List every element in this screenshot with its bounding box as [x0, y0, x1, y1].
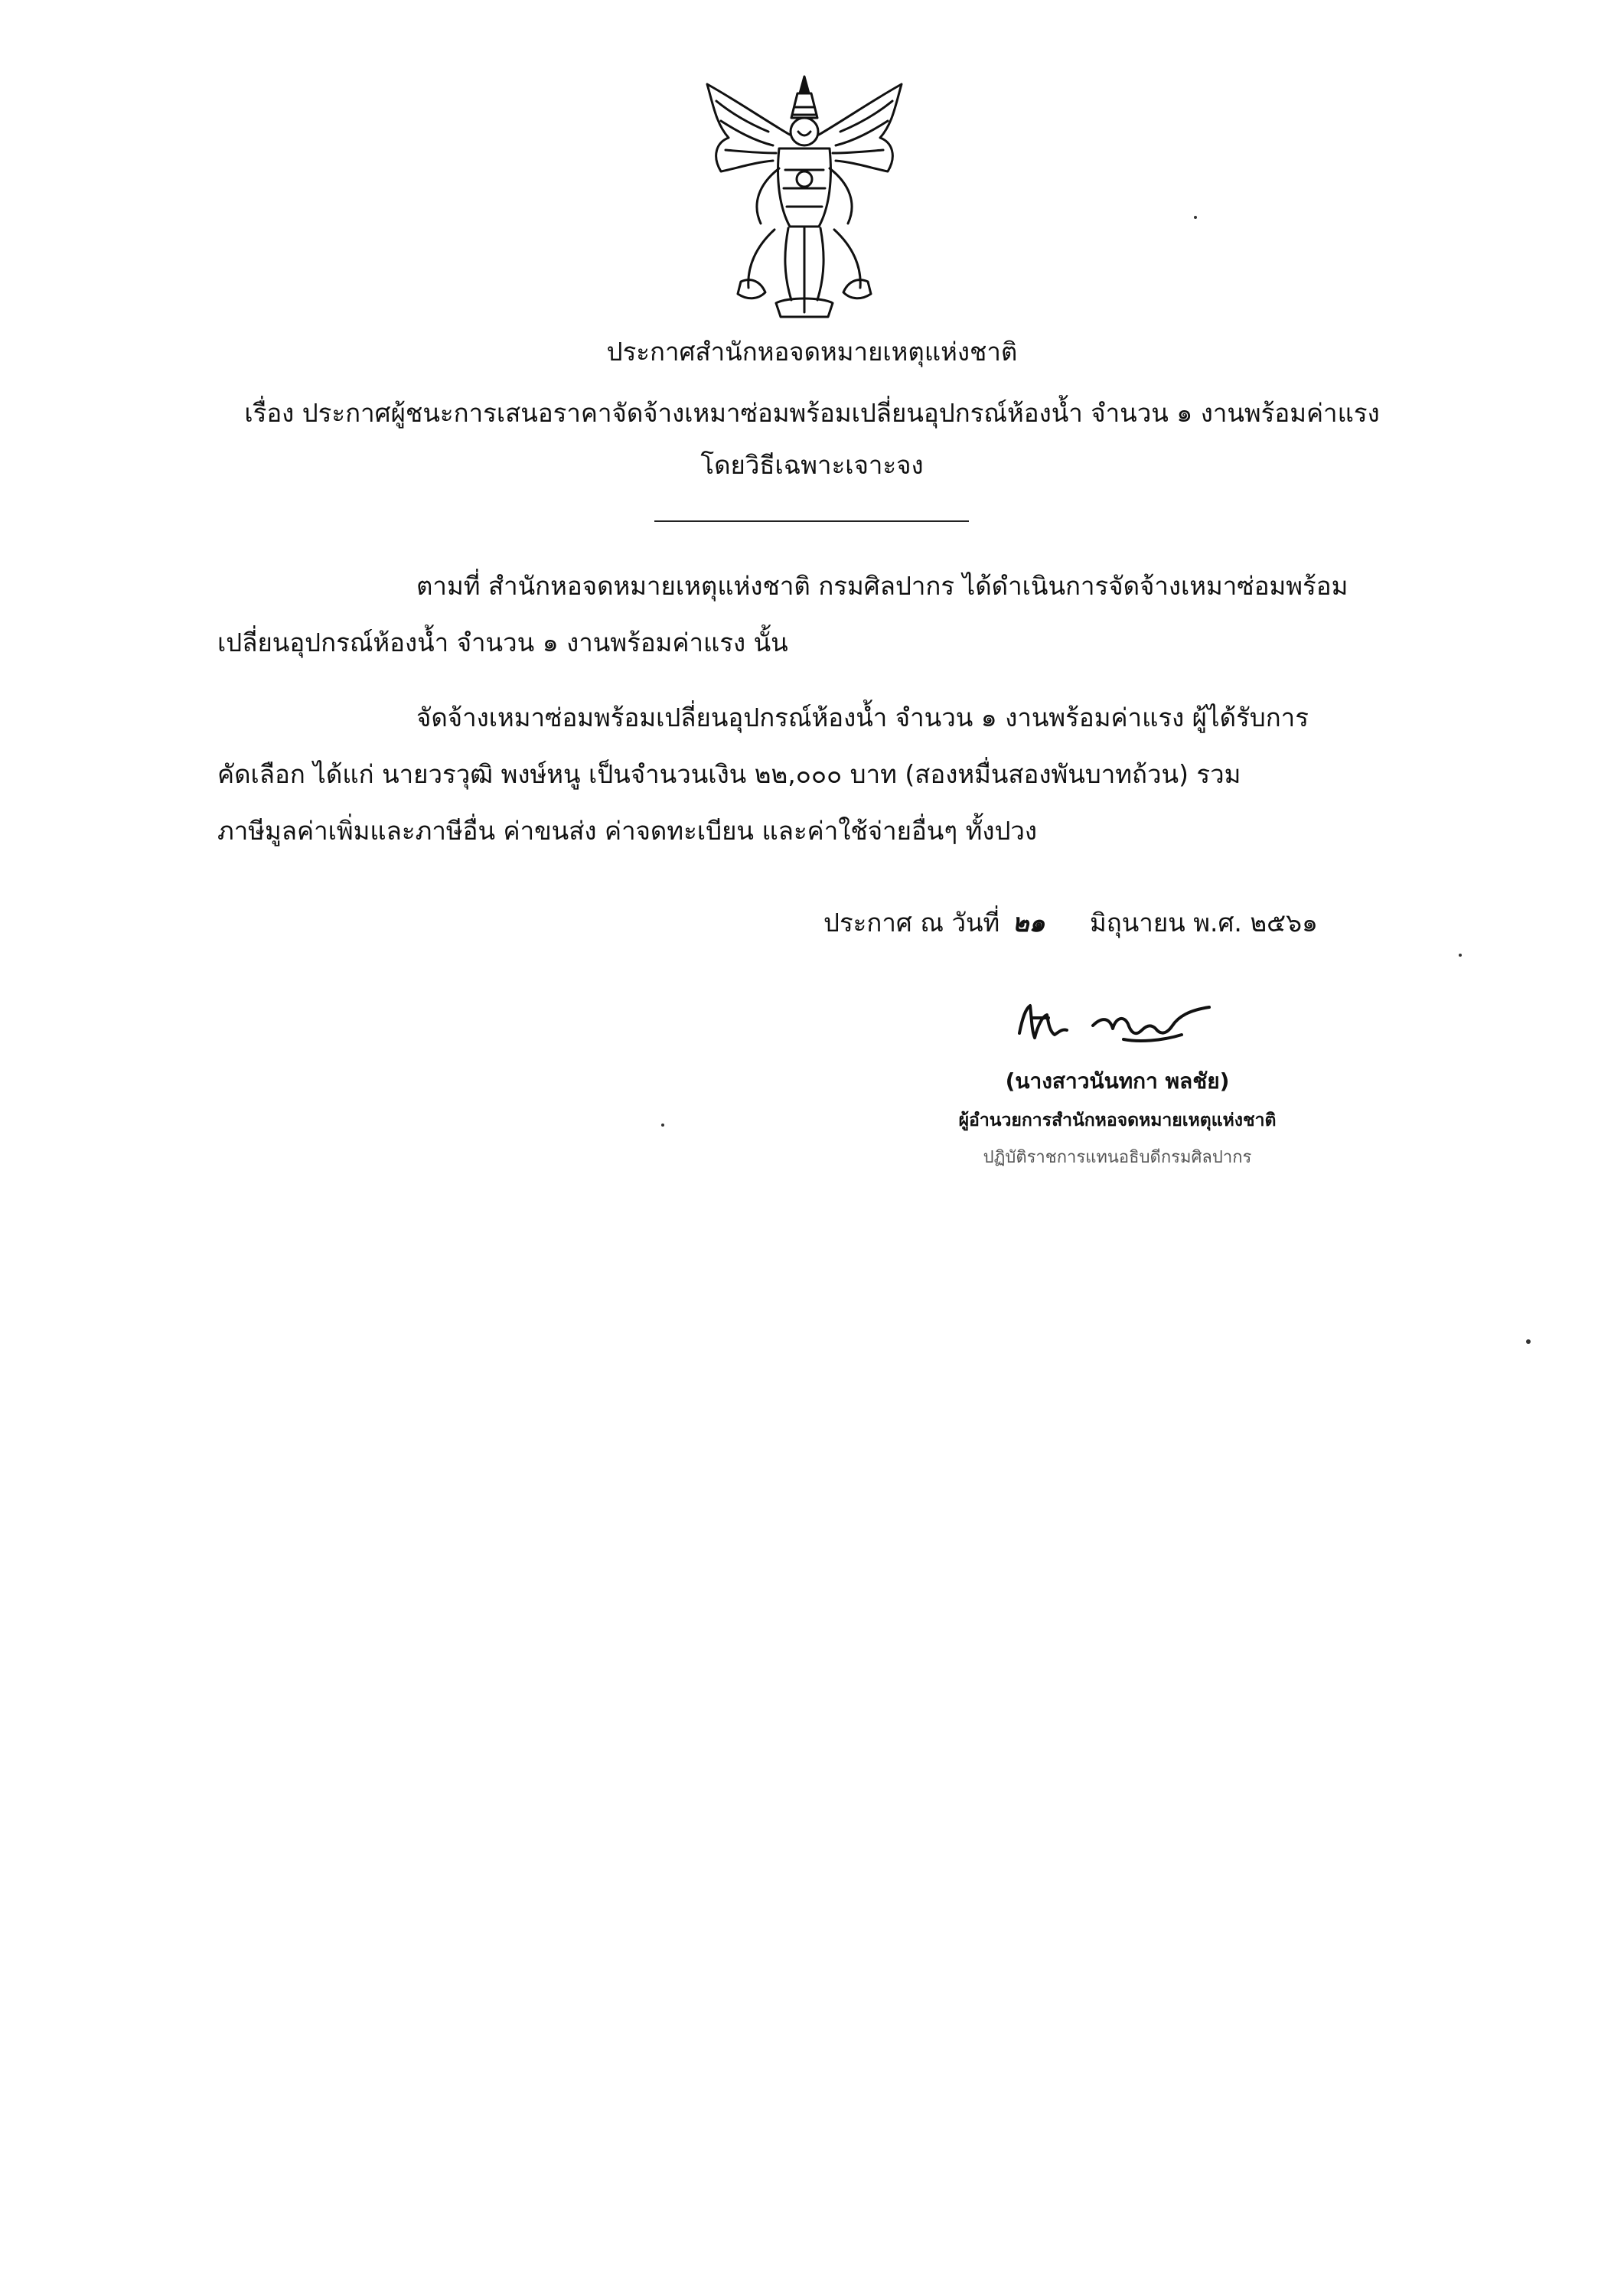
body-paragraph-1-line-1: ตามที่ สำนักหอจดหมายเหตุแห่งชาติ กรมศิลปากร ได้ดำเนินการจัดจ้างเหมาซ่อมพร้อม: [416, 571, 1348, 601]
garuda-emblem: [693, 70, 915, 323]
announcement-subject: เรื่อง ประกาศผู้ชนะการเสนอราคาจัดจ้างเหมาซ่อมพร้อมเปลี่ยนอุปกรณ์ห้องน้ำ จำนวน ๑ งานพร้อมค่าแรง: [244, 398, 1380, 428]
body-paragraph-2-line-3: ภาษีมูลค่าเพิ่มและภาษีอื่น ค่าขนส่ง ค่าจดทะเบียน และค่าใช้จ่ายอื่นๆ ทั้งปวง: [217, 816, 1038, 846]
date-month-year: มิถุนายน พ.ศ. ๒๕๖๑: [1090, 908, 1318, 938]
scan-speck: [661, 1124, 664, 1127]
title-divider: [654, 520, 969, 522]
handwritten-signature: [1009, 995, 1223, 1056]
date-prefix: ประกาศ ณ วันที่: [823, 908, 1000, 938]
signatory-position: ผู้อำนวยการสำนักหอจดหมายเหตุแห่งชาติ: [958, 1110, 1277, 1130]
scan-speck: [1194, 216, 1197, 219]
date-day: ๒๑: [1012, 908, 1045, 938]
scan-speck: [1459, 954, 1462, 957]
signatory-acting-on-behalf: ปฏิบัติราชการแทนอธิบดีกรมศิลปากร: [983, 1148, 1252, 1167]
announcement-date: [823, 903, 1318, 943]
signatory-name: (นางสาวนันทกา พลชัย): [1005, 1068, 1230, 1094]
body-paragraph-1-line-2: เปลี่ยนอุปกรณ์ห้องน้ำ จำนวน ๑ งานพร้อมค่าแรง นั้น: [217, 628, 788, 657]
body-paragraph-2-line-2: คัดเลือก ได้แก่ นายวรวุฒิ พงษ์หนู เป็นจำนวนเงิน ๒๒,๐๐๐ บาท (สองหมื่นสองพันบาทถ้วน) รวม: [217, 759, 1241, 789]
body-paragraph-2-line-1: จัดจ้างเหมาซ่อมพร้อมเปลี่ยนอุปกรณ์ห้องน้ำ จำนวน ๑ งานพร้อมค่าแรง ผู้ได้รับการ: [416, 703, 1309, 732]
announcement-title: ประกาศสำนักหอจดหมายเหตุแห่งชาติ: [606, 337, 1018, 367]
procurement-method: โดยวิธีเฉพาะเจาะจง: [700, 450, 924, 480]
scan-speck: [1526, 1339, 1531, 1344]
